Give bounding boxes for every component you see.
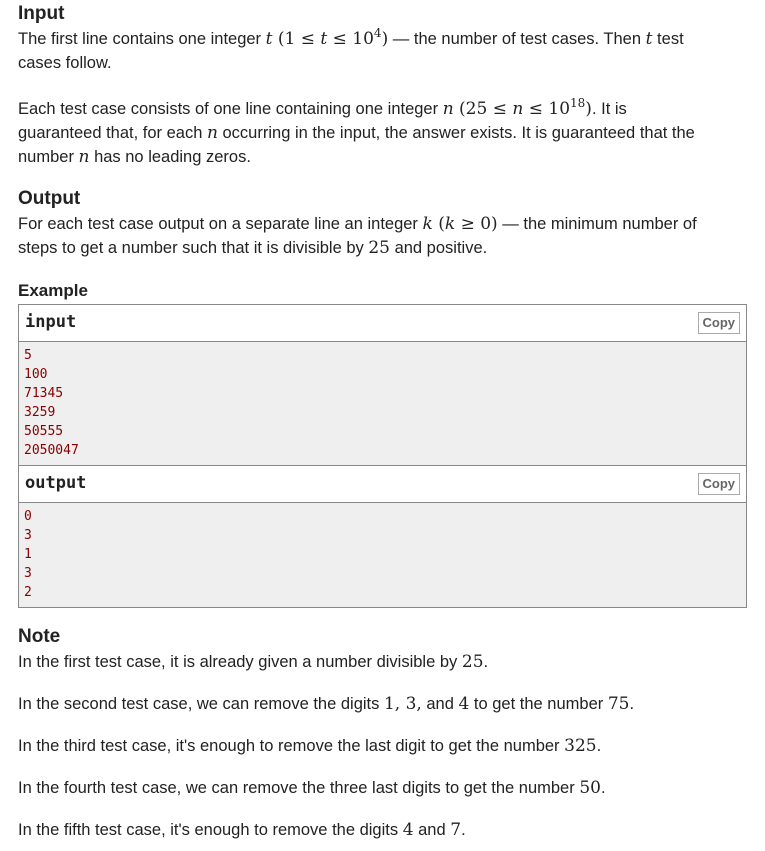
note-paragraph-5	[18, 818, 748, 842]
output-section	[18, 187, 748, 260]
math-text: ≤ 10	[327, 29, 374, 49]
text-span: Each test case consists of one line containing one integer	[18, 100, 443, 118]
note-paragraph-1	[18, 650, 748, 674]
text-span: .	[600, 779, 606, 797]
math-exponent: 18	[570, 96, 586, 110]
copy-output-button[interactable]: Copy	[698, 473, 741, 495]
sample-input-block	[18, 304, 747, 466]
math-var: n	[78, 147, 90, 167]
note-paragraph-3	[18, 734, 748, 758]
example-section	[18, 280, 748, 608]
math-number: 25	[461, 652, 484, 672]
text-span: cases follow.	[18, 54, 112, 72]
math-text: ≥ 0)	[455, 214, 498, 234]
sample-line: 50555	[24, 424, 64, 439]
math-exponent: 4	[373, 26, 382, 40]
sample-line: 3	[24, 528, 32, 543]
text-span: .	[596, 737, 602, 755]
text-span: .	[461, 821, 466, 839]
math-var: t	[320, 29, 328, 49]
input-paragraph-2	[18, 97, 748, 169]
text-span: has no leading zeros.	[89, 148, 251, 166]
sample-line: 0	[24, 509, 32, 524]
math-number: 25	[368, 238, 390, 258]
text-span: In the second test case, we can remove the digits	[18, 695, 384, 713]
text-span: — the number of test cases. Then	[388, 30, 646, 48]
math-number: 1, 3,	[383, 694, 422, 714]
text-span: .	[483, 653, 489, 671]
text-span: In the first test case, it is already given a number divisible by	[18, 653, 462, 671]
text-span: and	[421, 695, 459, 713]
sample-output-content	[19, 503, 746, 607]
math-text: (25 ≤	[453, 99, 513, 119]
math-var: n	[512, 99, 524, 119]
sample-line: 5	[24, 348, 32, 363]
copy-input-button[interactable]: Copy	[698, 312, 741, 334]
note-section-title: Note	[18, 626, 61, 647]
sample-output-label: output	[25, 473, 87, 493]
text-span: number	[18, 148, 79, 166]
math-number: 4	[458, 694, 470, 714]
math-number: 50	[579, 778, 601, 798]
math-number: 75	[607, 694, 630, 714]
sample-output-header	[19, 466, 746, 503]
sample-input-header	[19, 305, 746, 342]
note-paragraph-2	[18, 692, 748, 716]
sample-line: 3	[24, 566, 32, 581]
input-paragraph-1	[18, 27, 748, 75]
output-paragraph-1	[18, 212, 748, 260]
text-span: to get the number	[469, 695, 608, 713]
sample-line: 1	[24, 547, 32, 562]
input-section	[18, 2, 748, 169]
math-var: k	[444, 214, 456, 234]
math-number: 325	[564, 736, 597, 756]
math-text: ≤ 10	[523, 99, 571, 119]
output-section-title: Output	[18, 188, 81, 209]
math-text: (	[432, 214, 445, 234]
text-span: In the fourth test case, we can remove the three last digits to get the number	[18, 779, 580, 797]
text-span: — the minimum number of	[497, 215, 697, 233]
text-span: guaranteed that, for each	[18, 124, 207, 142]
text-span: test	[652, 30, 684, 48]
math-text: )	[585, 99, 592, 119]
sample-input-content	[19, 342, 746, 465]
example-title: Example	[18, 281, 88, 300]
text-span: The first line contains one integer	[18, 30, 266, 48]
text-span: In the fifth test case, it's enough to remove the digits	[18, 821, 403, 839]
text-span: .	[629, 695, 635, 713]
sample-line: 2050047	[24, 443, 79, 458]
text-span: and positive.	[389, 239, 488, 257]
text-span: . It is	[591, 100, 627, 118]
sample-output-block	[18, 466, 747, 608]
sample-input-label: input	[25, 312, 77, 332]
math-var: n	[442, 99, 454, 119]
sample-line: 100	[24, 367, 48, 382]
note-section	[18, 625, 748, 842]
sample-line: 71345	[24, 386, 64, 401]
math-var: t	[265, 29, 273, 49]
math-number: 7	[450, 820, 462, 840]
text-span: and	[413, 821, 451, 839]
text-span: steps to get a number such that it is divisible by	[18, 239, 369, 257]
math-var: t	[645, 29, 653, 49]
text-span: In the third test case, it's enough to remove the last digit to get the number	[18, 737, 565, 755]
sample-line: 2	[24, 585, 32, 600]
note-paragraph-4	[18, 776, 748, 800]
text-span: For each test case output on a separate line an integer	[18, 215, 423, 233]
math-var: k	[422, 214, 433, 234]
sample-line: 3259	[24, 405, 56, 420]
math-text: )	[381, 29, 389, 49]
text-span: occurring in the input, the answer exists. It is guaranteed that the	[217, 124, 695, 142]
input-section-title: Input	[18, 3, 65, 24]
math-var: n	[206, 123, 218, 143]
math-number: 4	[402, 820, 414, 840]
math-text: (1 ≤	[272, 29, 321, 49]
